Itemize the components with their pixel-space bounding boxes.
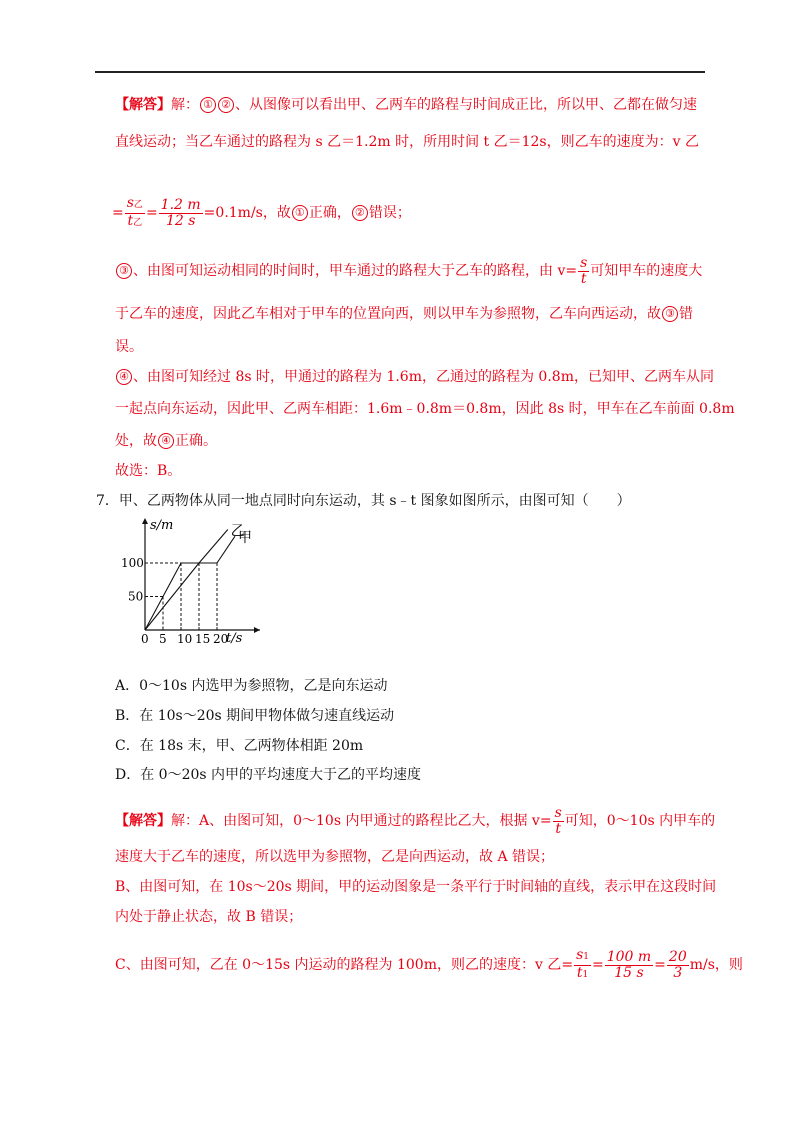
option-d: D．在 0～20s 内甲的平均速度大于乙的平均速度 xyxy=(115,767,422,783)
sol6-line4: ③ 、由图可知运动相同的时间时，甲车通过的路程大于乙车的路程，由 v= $\frac{s}{t}$ 可知甲车的速度大 xyxy=(115,254,702,288)
fraction: $\frac{20}{3}$ xyxy=(668,948,687,981)
fraction: $\frac{100 m}{15 s}$ xyxy=(606,948,652,981)
fraction: $\frac{\text{s乙}}{\text{t乙}}$ xyxy=(126,194,143,229)
sol6-equation: = $\frac{\text{s乙}}{\text{t乙}}$ = $\frac{1.2 m}{12 s}$ = 0.1m/s，故 ① 正确， ② 错误； xyxy=(112,194,411,229)
x-tick-label: 10 xyxy=(177,632,193,646)
fraction: $\frac{s1}{t1}$ xyxy=(576,946,589,981)
x-tick-label: 5 xyxy=(159,632,167,646)
x-axis-label: t/s xyxy=(226,631,243,646)
series-label-0: 甲 xyxy=(238,530,252,547)
x-axis-arrow xyxy=(254,627,260,633)
option-a: A．0～10s 内选甲为参照物，乙是向东运动 xyxy=(115,678,388,694)
fraction: $\frac{1.2 m}{12 s}$ xyxy=(160,196,201,229)
series-line-1 xyxy=(145,530,228,631)
sol6-line9: 处，故 ④ 正确。 xyxy=(115,433,217,449)
sol7-line5: C、由图可知，乙在 0～15s 内运动的路程为 100m，则乙的速度：v 乙= $\frac{s1}{t1}$ = $\frac{100 m}{15 s}$ = $\frac{20}{3}$ m/s，则 xyxy=(115,946,743,981)
q7-stem: 7．甲、乙两物体从同一地点同时向东运动，其 s﹣t 图象如图所示，由图可知（ ） xyxy=(96,493,631,509)
answer-tag: 【解答】 xyxy=(115,97,171,113)
option-c: C．在 18s 末，甲、乙两物体相距 20m xyxy=(115,738,364,754)
sol6-line5: 于乙车的速度，因此乙车相对于甲车的位置向西，则以甲车为参照物，乙车向西运动，故 ③ 错 xyxy=(115,306,693,322)
y-tick-label: 50 xyxy=(128,589,144,604)
sol7-line2: 速度大于乙车的速度，所以选甲为参照物，乙是向西运动，故 A 错误； xyxy=(115,849,555,865)
series-label-1: 乙 xyxy=(230,523,245,540)
circle-num: ② xyxy=(218,97,234,113)
sol6-line2: 直线运动；当乙车通过的路程为 s 乙＝1.2m 时，所用时间 t 乙＝12s，则乙车的速度为：v 乙 xyxy=(115,134,699,150)
text: 解： xyxy=(171,97,199,113)
series-line-0 xyxy=(145,536,235,630)
circle-num: ④ xyxy=(158,433,174,449)
sol7-line1: 【解答】 解：A、由图可知，0～10s 内甲通过的路程比乙大，根据 v= $\frac{s}{t}$ 可知，0～10s 内甲车的 xyxy=(115,804,716,837)
sol6-conclusion: 故选：B。 xyxy=(115,463,182,479)
circle-num: ① xyxy=(292,205,308,221)
sol6-line6: 误。 xyxy=(115,339,143,355)
sol7-line4: 内处于静止状态，故 B 错误； xyxy=(115,909,303,925)
text: 0.1m/s，故 xyxy=(215,205,291,221)
circle-num: ③ xyxy=(662,306,678,322)
circle-num: ② xyxy=(352,205,368,221)
x-tick-label: 0 xyxy=(141,632,149,646)
answer-tag: 【解答】 xyxy=(115,813,171,829)
fraction: $\frac{s}{t}$ xyxy=(554,804,562,837)
st-graph xyxy=(110,512,270,647)
x-tick-label: 20 xyxy=(213,632,229,646)
fraction: $\frac{s}{t}$ xyxy=(580,254,588,287)
circle-num: ③ xyxy=(116,263,132,279)
y-axis-arrow xyxy=(142,518,148,524)
sol7-line3: B、由图可知，在 10s～20s 期间，甲的运动图象是一条平行于时间轴的直线，表示甲在这段时间 xyxy=(115,879,717,895)
option-b: B．在 10s～20s 期间甲物体做匀速直线运动 xyxy=(115,708,395,724)
header-rule xyxy=(95,71,705,73)
text: 、从图像可以看出甲、乙两车的路程与时间成正比，所以甲、乙都在做匀速 xyxy=(235,97,697,113)
sol6-line8: 一起点向东运动，因此甲、乙两车相距：1.6m﹣0.8m＝0.8m，因此 8s 时，甲车在乙车前面 0.8m xyxy=(115,401,735,417)
x-tick-label: 15 xyxy=(195,632,211,646)
y-axis-label: s/m xyxy=(150,518,174,533)
y-tick-label: 100 xyxy=(121,556,144,570)
circle-num: ① xyxy=(200,97,216,113)
circle-num: ④ xyxy=(116,369,132,385)
sol6-line7: ④ 、由图可知经过 8s 时，甲通过的路程为 1.6m，乙通过的路程为 0.8m，已知甲、乙两车从同 xyxy=(115,368,714,386)
sol6-line1 xyxy=(115,96,697,114)
